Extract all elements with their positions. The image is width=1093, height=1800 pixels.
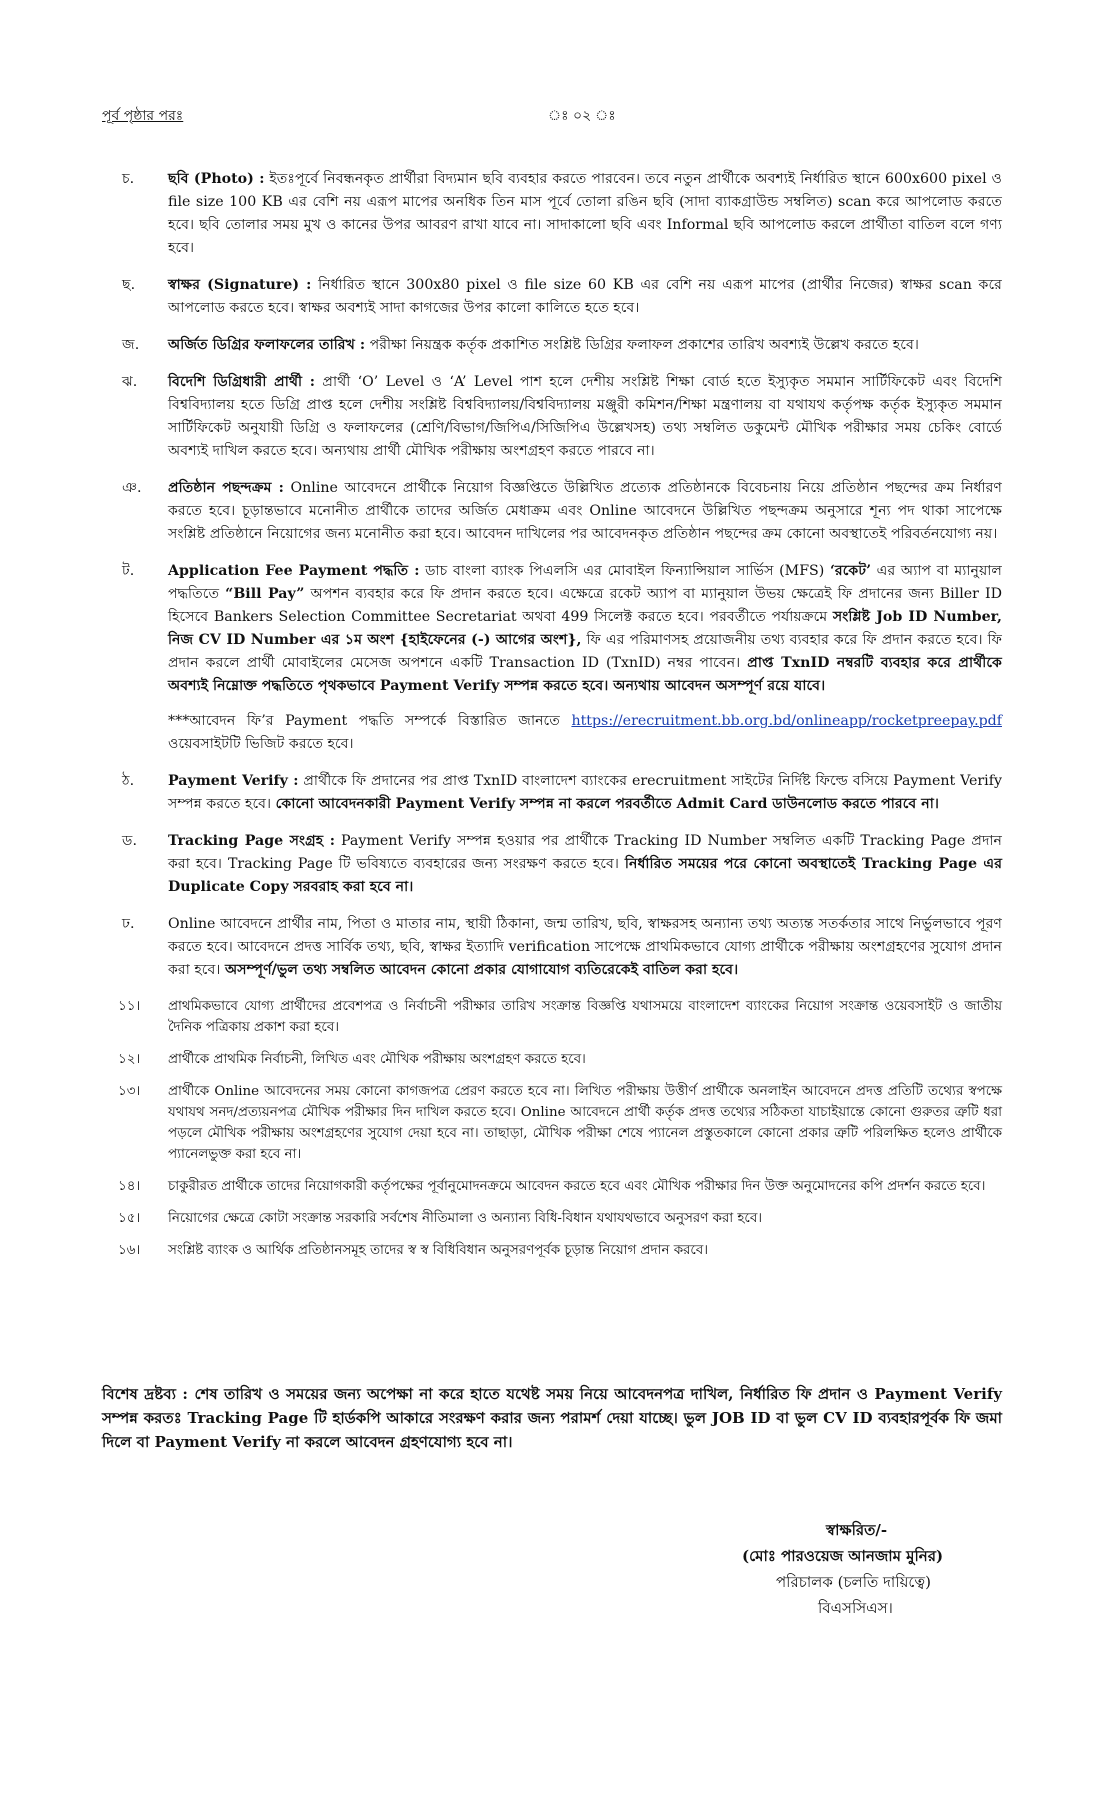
note-text-end: ওয়েবসাইটটি ভিজিট করতে হবে। (168, 736, 354, 752)
list-item (122, 274, 1002, 320)
item-text: প্রার্থীকে ফি প্রদানের পর প্রাপ্ত TxnID বাংলাদেশ ব্যাংকের erecruitment সাইটের নির্দিষ্ট ফিল্ডে বসিয়ে Payment Verify সম্পন্ন করতে হবে। (168, 773, 1002, 812)
numbered-item (118, 1240, 1002, 1261)
note-text: ***আবেদন ফি’র Payment পদ্ধতি সম্পর্কে বিস্তারিত জানতে (168, 713, 560, 729)
item-text: প্রার্থীকে Online আবেদনের সময় কোনো কাগজপত্র প্রেরণ করতে হবে না। লিখিত পরীক্ষায় উত্তীর্ণ প্রার্থীকে অনলাইন আবেদনে প্রদত্ত প্রতিটি তথ্যের স্বপক্ষে যথাযথ সনদ/প্রত্যয়নপত্র মৌখিক পরীক্ষার দিন দাখিল করতে হবে। Online আবেদনে প্রার্থী কর্তৃক প্রদত্ত তথ্যের সঠিকতা যাচাইয়ান্তে কোনো গুরুতর ত্রুটি ধরা পড়লে মৌখিক পরীক্ষায় অংশগ্রহণের সুযোগ দেয়া হবে না। তাছাড়া, মৌখিক পরীক্ষা শেষে প্যানেল প্রস্তুতকালে কোনো প্রকার ত্রুটি পরিলক্ষিত হলেও প্রার্থীকে প্যানেলভুক্ত করা হবে না। (168, 1084, 1002, 1162)
item-label: ট. (122, 563, 135, 579)
item-body (168, 560, 1002, 756)
rocket-label: ‘রকেট’ (829, 563, 872, 579)
tracking-page-item (122, 830, 1002, 899)
list-item (122, 371, 1002, 463)
item-body (168, 334, 1002, 357)
numbered-item (118, 1049, 1002, 1070)
special-note: বিশেষ দ্রষ্টব্য : শেষ তারিখ ও সময়ের জন্য অপেক্ষা না করে হাতে যথেষ্ট সময় নিয়ে আবেদনপত্র দাখিল, নির্ধারিত ফি প্রদান ও Payment Verify সম্পন্ন করতঃ Tracking Page টি হার্ডকপি আকারে সংরক্ষণ করার জন্য পরামর্শ দেয়া যাচ্ছে। ভুল JOB ID বা ভুল CV ID ব্যবহারপূর্বক ফি জমা দিলে বা Payment Verify না করলে আবেদন গ্রহণযোগ্য হবে না। (102, 1385, 1002, 1451)
payment-guide-link[interactable]: https://erecruitment.bb.org.bd/onlineapp/rocketpreepay.pdf (571, 713, 1002, 729)
item-text: ডাচ বাংলা ব্যাংক পিএলসি এর মোবাইল ফিন্যান্সিয়াল সার্ভিস (MFS) (425, 563, 825, 579)
item-number: ১১। (118, 999, 141, 1014)
item-body (168, 274, 1002, 320)
fee-payment-item (122, 560, 1002, 756)
item-title: প্রতিষ্ঠান পছন্দক্রম : (168, 480, 284, 496)
item-number: ১২। (118, 1052, 141, 1067)
signatory-office: বিএসসিএস। (818, 1599, 893, 1617)
txnid-warning: প্রাপ্ত TxnID নম্বরটি ব্যবহার করে প্রার্থীকে অবশ্যই নিম্নোক্ত পদ্ধতিতে পৃথকভাবে Payment Verify সম্পন্ন করতে হবে। অন্যথায় আবেদন অসম্পূর্ণ রয়ে যাবে। (168, 655, 1002, 694)
signature-block (742, 1517, 1012, 1621)
item-label: ছ. (122, 277, 136, 293)
item-body (168, 913, 1002, 982)
admit-card-warning: কোনো আবেদনকারী Payment Verify সম্পন্ন না করলে পরবর্তীতে Admit Card ডাউনলোড করতে পারবে না। (275, 796, 939, 812)
item-text: নির্ধারিত স্থানে 300x80 pixel ও file size 60 KB এর বেশি নয় এরূপ মাপের (প্রার্থীর নিজের) স্বাক্ষর scan করে আপলোড করতে হবে। স্বাক্ষর অবশ্যই সাদা কাগজের উপর কালো কালিতে হতে হবে। (168, 277, 1002, 316)
list-item (122, 168, 1002, 260)
item-text: সংশ্লিষ্ট ব্যাংক ও আর্থিক প্রতিষ্ঠানসমূহ তাদের স্ব স্ব বিধিবিধান অনুসরণপূর্বক চূড়ান্ত নিয়োগ প্রদান করবে। (168, 1243, 709, 1258)
item-body (168, 830, 1002, 899)
list-item (122, 334, 1002, 357)
payment-note (168, 710, 1002, 756)
signatory-designation: পরিচালক (চলতি দায়িত্বে) (776, 1573, 931, 1591)
item-text: Online আবেদনে প্রার্থীর নাম, পিতা ও মাতার নাম, স্থায়ী ঠিকানা, জন্ম তারিখ, ছবি, স্বাক্ষরসহ অন্যান্য তথ্য অত্যন্ত সতর্কতার সাথে নির্ভুলভাবে পূরণ করতে হবে। আবেদনে প্রদত্ত সার্বিক তথ্য, ছবি, স্বাক্ষর ইত্যাদি verification সাপেক্ষে প্রাথমিকভাবে যোগ্য প্রার্থীকে পরীক্ষায় অংশগ্রহণের সুযোগ প্রদান করা হবে। (168, 916, 1002, 978)
item-label: ঝ. (122, 374, 138, 390)
item-text: অপশন ব্যবহার করে ফি প্রদান করতে হবে। এক্ষেত্রে রকেট অ্যাপ বা ম্যানুয়াল উভয় ক্ষেত্রেই ফি প্রদানের জন্য Biller ID হিসেবে Bankers Selection Committee Secretariat অথবা 499 সিলেক্ট করতে হবে। পরবর্তীতে পর্যায়ক্রমে (168, 586, 1002, 625)
numbered-item (118, 1081, 1002, 1165)
item-text: চাকুরীরত প্রার্থীকে তাদের নিয়োগকারী কর্তৃপক্ষের পূর্বানুমোদনক্রমে আবেদন করতে হবে এবং মৌখিক পরীক্ষার দিন উক্ত অনুমোদনের কপি প্রদর্শন করতে হবে। (168, 1179, 986, 1194)
item-text: ফি এর পরিমাণসহ প্রয়োজনীয় তথ্য ব্যবহার করে ফি প্রদান করতে হবে। ফি প্রদান করলে প্রার্থী মোবাইলের মেসেজ অপশনে একটি Transaction ID (TxnID) নম্বর পাবেন। (168, 632, 1003, 671)
item-title: বিদেশি ডিগ্রিধারী প্রার্থী : (168, 374, 316, 390)
signatory-name: (মোঃ পারওয়েজ আনজাম মুনির) (742, 1547, 944, 1565)
numbered-list (118, 996, 1002, 1261)
item-title: স্বাক্ষর (Signature) : (168, 277, 312, 293)
duplicate-copy-warning: নির্ধারিত সময়ের পরে কোনো অবস্থাতেই Tracking Page এর Duplicate Copy সরবরাহ করা হবে না। (168, 856, 1002, 895)
item-number: ১৫। (118, 1211, 141, 1226)
cancellation-warning: অসম্পূর্ণ/ভুল তথ্য সম্বলিত আবেদন কোনো প্রকার যোগাযোগ ব্যতিরেকেই বাতিল করা হবে। (225, 962, 739, 978)
item-title: Application Fee Payment পদ্ধতি : (168, 563, 420, 579)
signed-label: স্বাক্ষরিত/- (826, 1521, 888, 1539)
page-number: ঃ ০২ ঃ (548, 108, 616, 124)
numbered-item (118, 996, 1002, 1038)
payment-verify-item (122, 770, 1002, 816)
numbered-item (118, 1176, 1002, 1197)
numbered-item (118, 1208, 1002, 1229)
item-number: ১৪। (118, 1179, 141, 1194)
item-title: Payment Verify : (168, 773, 299, 789)
item-text: Online আবেদনে প্রার্থীকে নিয়োগ বিজ্ঞপ্তিতে উল্লিখিত প্রত্যেক প্রতিষ্ঠানকে বিবেচনায় নিয়ে প্রতিষ্ঠান পছন্দের ক্রম নির্ধারণ করতে হবে। চূড়ান্তভাবে মনোনীত প্রার্থীকে তাদের অর্জিত মেধাক্রম এবং Online আবেদনে উল্লিখিত পছন্দক্রম অনুসারে শূন্য পদ থাকা সাপেক্ষে সংশ্লিষ্ট প্রতিষ্ঠানে নিয়োগের জন্য মনোনীত করা হবে। আবেদন দাখিলের পর আবেদনকৃত প্রতিষ্ঠান পছন্দের ক্রম কোনো অবস্থাতেই পরিবর্তনযোগ্য নয়। (168, 480, 1002, 542)
item-label: ঢ. (122, 916, 135, 932)
item-body (168, 477, 1002, 546)
item-title: Tracking Page সংগ্রহ : (168, 833, 335, 849)
item-text: এর অ্যাপ বা ম্যানুয়াল পদ্ধতিতে (168, 563, 1002, 602)
item-title: অর্জিত ডিগ্রির ফলাফলের তারিখ : (168, 337, 366, 353)
item-label: জ. (122, 337, 140, 353)
item-label: ঠ. (122, 773, 135, 789)
item-text: পরীক্ষা নিয়ন্ত্রক কর্তৃক প্রকাশিত সংশ্লিষ্ট ডিগ্রির ফলাফল প্রকাশের তারিখ অবশ্যই উল্লেখ করতে হবে। (369, 337, 919, 353)
item-text: ইতঃপূর্বে নিবন্ধনকৃত প্রার্থীরা বিদ্যমান ছবি ব্যবহার করতে পারবেন। তবে নতুন প্রার্থীকে অবশ্যই নির্ধারিত স্থানে 600x600 pixel ও file size 100 KB এর বেশি নয় এরূপ মাপের অনধিক তিন মাস পূর্বে তোলা রঙিন ছবি (সাদা ব্যাকগ্রাউন্ড সম্বলিত) scan করে আপলোড করতে হবে। ছবি তোলার সময় মুখ ও কানের উপর আবরণ রাখা যাবে না। সাদাকালো ছবি এবং Informal ছবি আপলোড করলে প্রার্থীতা বাতিল বলে গণ্য হবে। (168, 171, 1002, 256)
item-text: প্রার্থীকে প্রাথমিক নির্বাচনী, লিখিত এবং মৌখিক পরীক্ষায় অংশগ্রহণ করতে হবে। (168, 1052, 586, 1067)
item-label: ড. (122, 833, 137, 849)
job-cv-id-instruction: সংশ্লিষ্ট Job ID Number, নিজ CV ID Number এর ১ম অংশ {হাইফেনের (-) আগের অংশ}, (168, 609, 1002, 648)
item-label: চ. (122, 171, 135, 187)
item-body (168, 371, 1002, 463)
online-application-item (122, 913, 1002, 982)
item-text: নিয়োগের ক্ষেত্রে কোটা সংক্রান্ত সরকারি সর্বশেষ নীতিমালা ও অন্যান্য বিধি-বিধান যথাযথভাবে অনুসরণ করা হবে। (168, 1211, 763, 1226)
item-body (168, 770, 1002, 816)
continued-label: পূর্ব পৃষ্ঠার পরঃ (102, 108, 184, 124)
bill-pay-label: “Bill Pay” (225, 586, 305, 602)
item-body (168, 168, 1002, 260)
list-item (122, 477, 1002, 546)
item-number: ১৩। (118, 1084, 141, 1099)
item-text: প্রার্থী ‘O’ Level ও ‘A’ Level পাশ হলে দেশীয় সংশ্লিষ্ট শিক্ষা বোর্ড হতে ইস্যুকৃত সমমান সার্টিফিকেট এবং বিদেশি বিশ্ববিদ্যালয় হতে ডিগ্রি প্রাপ্ত হলে দেশীয় সংশ্লিষ্ট বিশ্ববিদ্যালয়/বিশ্ববিদ্যালয় মঞ্জুরী কমিশন/শিক্ষা মন্ত্রণালয় বা যথাযথ কর্তৃপক্ষ কর্তৃক ইস্যুকৃত সমমান সার্টিফিকেট অনুযায়ী ডিগ্রি ও ফলাফলের (শ্রেণি/বিভাগ/জিপিএ/সিজিপিএ উল্লেখসহ) তথ্য সম্বলিত ডকুমেন্ট মৌখিক পরীক্ষার সময় চেকিং বোর্ডে অবশ্যই দাখিল করতে হবে। অন্যথায় প্রার্থী মৌখিক পরীক্ষায় অংশগ্রহণ করতে পারবে না। (168, 374, 1003, 459)
item-title: ছবি (Photo) : (168, 171, 265, 187)
instruction-list (118, 168, 1003, 1272)
item-text: প্রাথমিকভাবে যোগ্য প্রার্থীদের প্রবেশপত্র ও নির্বাচনী পরীক্ষার তারিখ সংক্রান্ত বিজ্ঞপ্তি যথাসময়ে বাংলাদেশ ব্যাংকের নিয়োগ সংক্রান্ত ওয়েবসাইট ও জাতীয় দৈনিক পত্রিকায় প্রকাশ করা হবে। (168, 999, 1002, 1035)
item-text: Payment Verify সম্পন্ন হওয়ার পর প্রার্থীকে Tracking ID Number সম্বলিত একটি Tracking Page প্রদান করা হবে। Tracking Page টি ভবিষ্যতে ব্যবহারের জন্য সংরক্ষণ করতে হবে। (168, 833, 1003, 872)
item-number: ১৬। (118, 1243, 141, 1258)
item-label: ঞ. (122, 480, 142, 496)
